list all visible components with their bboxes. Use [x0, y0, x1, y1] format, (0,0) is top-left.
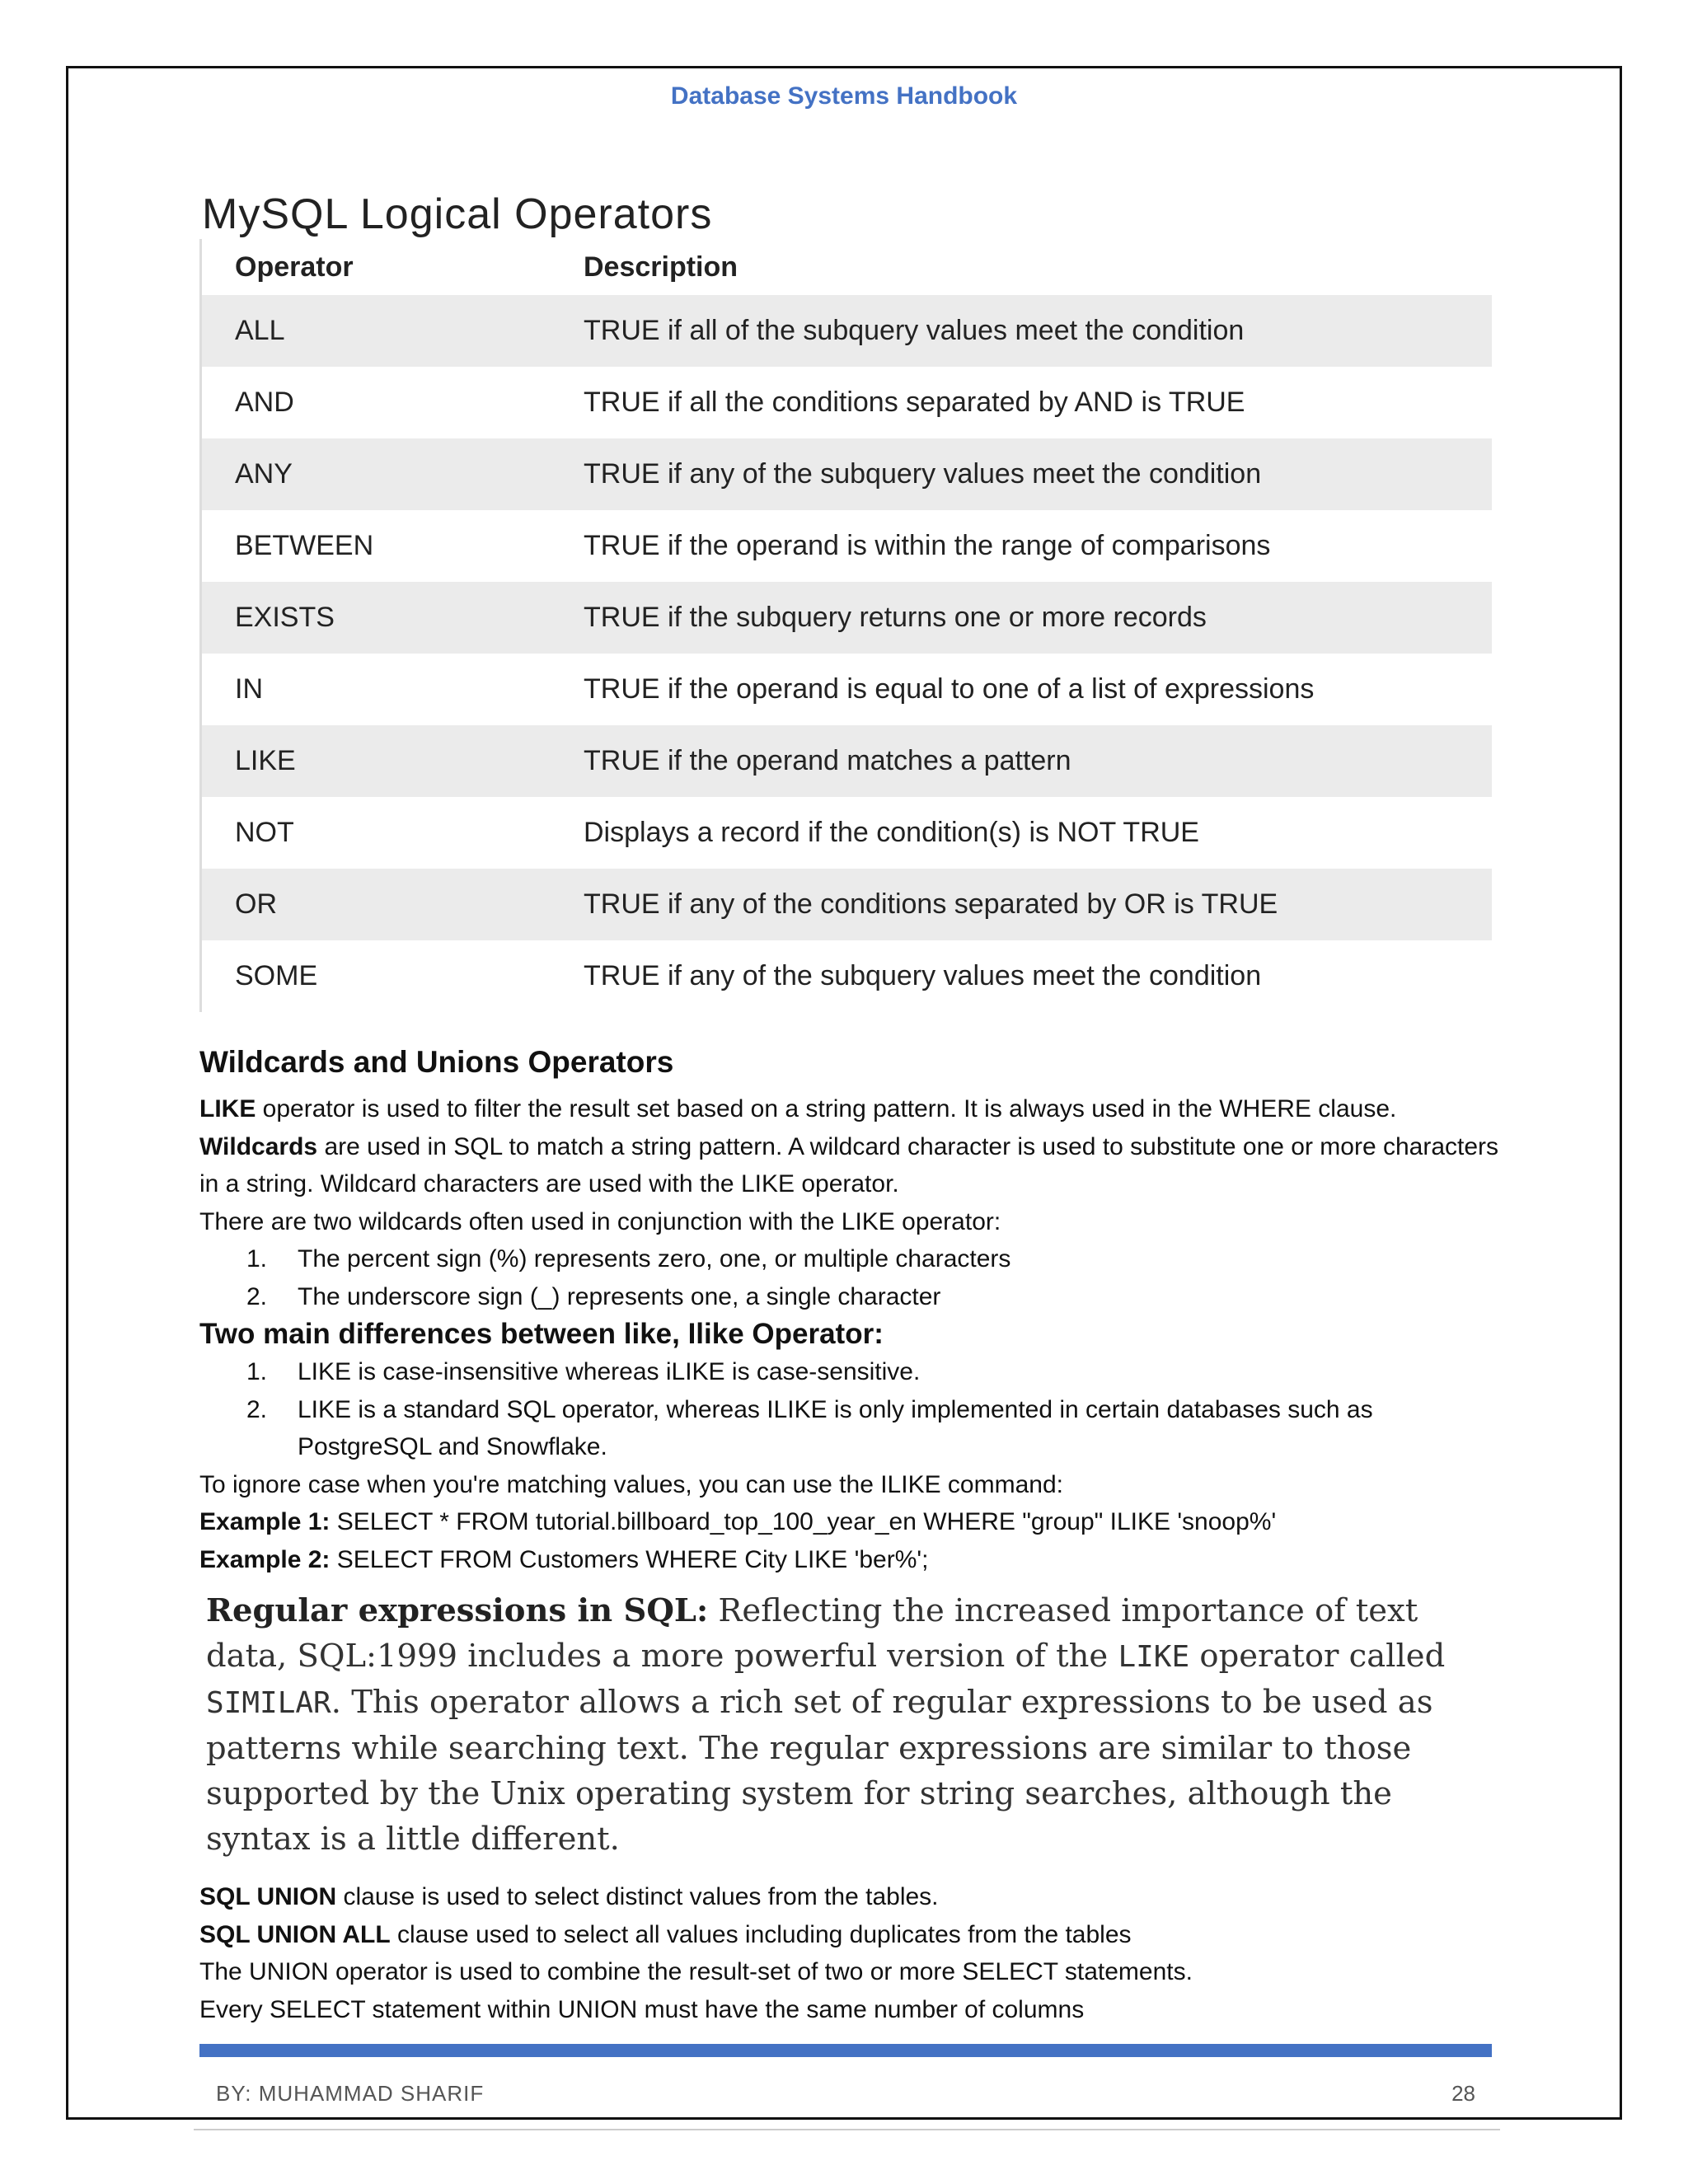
description-cell: TRUE if all the conditions separated by AND is TRUE [584, 387, 1245, 418]
table-row [202, 725, 1492, 797]
example-2 [199, 1541, 1502, 1579]
regex-text-3: . This operator allows a rich set of regular expressions to be used as patterns while searching text. The regular expressions are similar to those supported by the Unix operating system for string searches, although the syntax is a little different. [206, 1684, 1433, 1858]
term-like: LIKE [199, 1095, 256, 1122]
operator-cell: ALL [235, 315, 285, 346]
term-wildcards: Wildcards [199, 1132, 318, 1160]
column-header-operator: Operator [235, 251, 354, 283]
union-all-description: clause used to select all values including duplicates from the tables [390, 1920, 1132, 1948]
union-description: clause is used to select distinct values from the tables. [336, 1883, 939, 1910]
bottom-rule [194, 2129, 1500, 2130]
paragraph-union [199, 1878, 1502, 1916]
description-cell: TRUE if all of the subquery values meet the condition [584, 315, 1245, 346]
paragraph-wildcards [199, 1128, 1502, 1203]
list-text: The underscore sign (_) represents one, a single character [298, 1282, 941, 1310]
list-item [199, 1278, 1502, 1316]
list-number: 1. [246, 1245, 268, 1272]
table-row [202, 869, 1492, 940]
table-row [202, 367, 1492, 438]
table-title: MySQL Logical Operators [202, 190, 713, 238]
example-1-code: SELECT * FROM tutorial.billboard_top_100_year_en WHERE "group" ILIKE 'snoop%' [330, 1508, 1277, 1535]
operator-cell: SOME [235, 960, 318, 991]
paragraph-ignore-case: To ignore case when you're matching values, you can use the ILIKE command: [199, 1470, 1063, 1498]
example-2-code: SELECT FROM Customers WHERE City LIKE 'ber%'; [330, 1545, 929, 1573]
operator-cell: EXISTS [235, 602, 335, 633]
paragraph-union-all [199, 1916, 1502, 1954]
regex-label: Regular expressions in SQL: [206, 1592, 709, 1629]
operator-cell: BETWEEN [235, 530, 374, 561]
term-union-all: SQL UNION ALL [199, 1920, 391, 1948]
description-cell: TRUE if the operand matches a pattern [584, 745, 1071, 776]
paragraph-union-combine: The UNION operator is used to combine the result-set of two or more SELECT statements. [199, 1958, 1193, 1985]
example-2-label: Example 2: [199, 1545, 331, 1573]
table-header-row [202, 239, 1492, 295]
operator-cell: LIKE [235, 745, 296, 776]
list-item [199, 1353, 1502, 1391]
operators-table [199, 239, 1492, 1012]
table-row [202, 940, 1492, 1012]
table-row [202, 438, 1492, 510]
wildcards-description: are used in SQL to match a string pattern. A wildcard character is used to substitute one or more characters in a string. Wildcard characters are used with the LIKE operator. [199, 1132, 1499, 1197]
list-item [199, 1391, 1502, 1466]
table-row [202, 582, 1492, 654]
list-text: LIKE is a standard SQL operator, whereas ILIKE is only implemented in certain databases such as PostgreSQL and Snowflake. [298, 1395, 1373, 1460]
description-cell: TRUE if any of the conditions separated by OR is TRUE [584, 888, 1278, 920]
description-cell: TRUE if the subquery returns one or more records [584, 602, 1207, 633]
footer-author: BY: MUHAMMAD SHARIF [216, 2081, 485, 2106]
operator-cell: NOT [235, 817, 294, 848]
paragraph-like [199, 1090, 1502, 1128]
like-code: LIKE [1118, 1640, 1190, 1674]
paragraph-union-columns: Every SELECT statement within UNION must have the same number of columns [199, 1995, 1085, 2023]
body-content [199, 1043, 1502, 2028]
similar-code: SIMILAR [206, 1686, 331, 1720]
term-union: SQL UNION [199, 1883, 337, 1910]
paragraph-two-wildcards: There are two wildcards often used in conjunction with the LIKE operator: [199, 1207, 1001, 1235]
table-row [202, 797, 1492, 869]
section-heading-ilike: Two main differences between like, Ilike Operator: [199, 1318, 884, 1350]
example-1-label: Example 1: [199, 1508, 331, 1535]
section-heading-wildcards: Wildcards and Unions Operators [199, 1045, 674, 1079]
list-item [199, 1240, 1502, 1278]
footer-bar [199, 2044, 1492, 2057]
list-number: 2. [246, 1395, 268, 1423]
list-text: LIKE is case-insensitive whereas iLIKE is case-sensitive. [298, 1358, 921, 1385]
regex-text-1: Reflecting the increased importance of text data, SQL:1999 includes a more powerful version of the [206, 1592, 1418, 1675]
description-cell: Displays a record if the condition(s) is NOT TRUE [584, 817, 1199, 848]
operator-cell: IN [235, 673, 263, 705]
operator-cell: ANY [235, 458, 293, 490]
operator-cell: OR [235, 888, 277, 920]
table-row [202, 510, 1492, 582]
header-title: Database Systems Handbook [670, 82, 1018, 110]
regex-text-2: operator called [1189, 1638, 1446, 1675]
description-cell: TRUE if the operand is equal to one of a list of expressions [584, 673, 1315, 705]
description-cell: TRUE if any of the subquery values meet the condition [584, 458, 1262, 490]
like-description: operator is used to filter the result set based on a string pattern. It is always used in the WHERE clause. [256, 1095, 1397, 1122]
table-row [202, 295, 1492, 367]
column-header-description: Description [584, 251, 738, 283]
list-number: 1. [246, 1358, 268, 1385]
list-text: The percent sign (%) represents zero, one, or multiple characters [298, 1245, 1011, 1272]
example-1 [199, 1503, 1502, 1541]
description-cell: TRUE if any of the subquery values meet the condition [584, 960, 1262, 991]
operator-cell: AND [235, 387, 294, 418]
list-number: 2. [246, 1282, 268, 1310]
table-row [202, 654, 1492, 725]
regex-excerpt [206, 1588, 1492, 1862]
page-number: 28 [1451, 2081, 1475, 2106]
description-cell: TRUE if the operand is within the range of comparisons [584, 530, 1271, 561]
